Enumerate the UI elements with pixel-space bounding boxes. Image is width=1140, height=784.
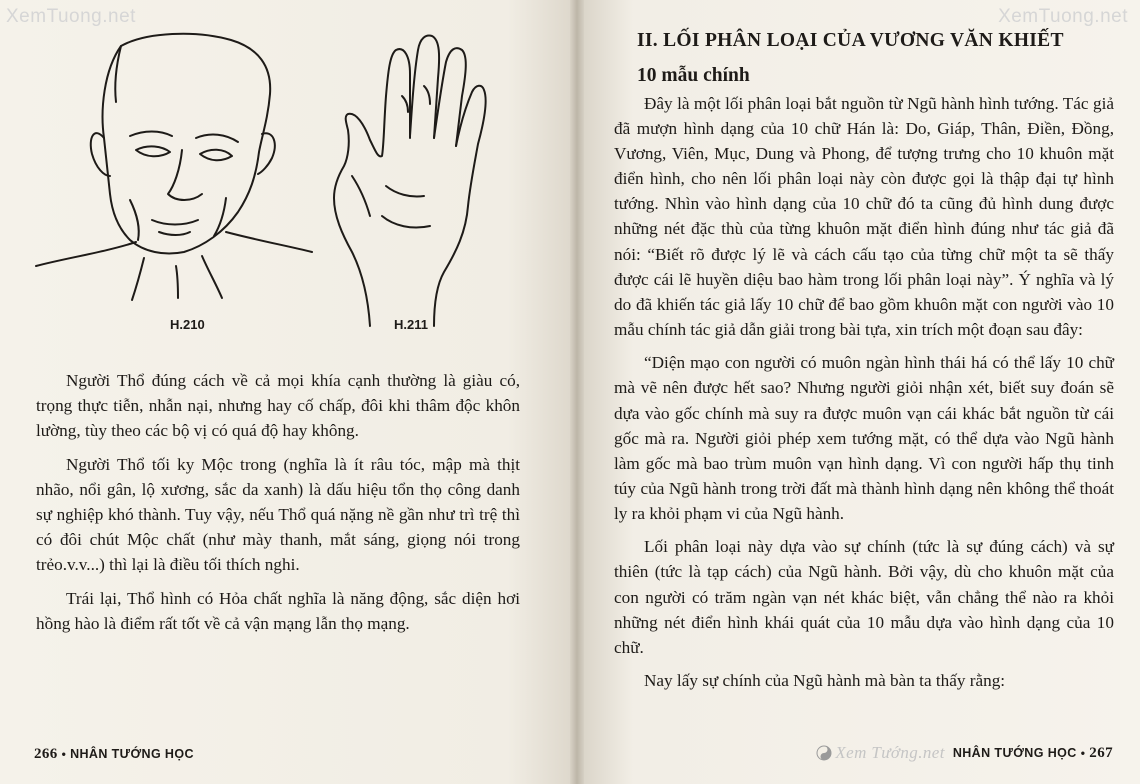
footer-bullet: • <box>1080 746 1086 760</box>
right-page <box>577 0 1140 784</box>
running-title: NHÂN TƯỚNG HỌC <box>952 746 1077 760</box>
paragraph: “Diện mạo con người có muôn ngàn hình thái há có thể lấy 10 chữ mà vẽ nên được hết sao? Nhưng người giỏi nhận xét, biết suy đoán sẽ dựa vào gốc chính mà suy ra được muôn vạn cái khác bắt nguồn từ cái gốc mà ra. Người giỏi phép xem tướng mặt, có thể dựa vào Ngũ hành làm gốc mà bao trùm muôn vạn hình dạng. Vì con người hấp thụ tinh túy của Ngũ hành trong trời đất mà thành hình dạng nên không thể thoát ly ra khỏi phạm vi của Ngũ hành. <box>614 353 1114 523</box>
face-drawing-icon <box>36 34 312 300</box>
right-page-footer <box>816 743 1113 763</box>
page-number: 266 <box>34 746 58 762</box>
site-logo <box>816 743 944 763</box>
figure-label-h210: H.210 <box>170 317 205 332</box>
illustration-h210-h211 <box>26 26 516 346</box>
section-title: II. LỐI PHÂN LOẠI CỦA VƯƠNG VĂN KHIẾT <box>637 30 1064 51</box>
figure-label-h211: H.211 <box>394 317 428 332</box>
watermark-right: XemTuong.net <box>998 6 1128 27</box>
running-title: NHÂN TƯỚNG HỌC <box>70 747 194 761</box>
footer-bullet: • <box>61 747 67 761</box>
paragraph: Người Thổ tối ky Mộc trong (nghĩa là ít râu tóc, mập mà thịt nhão, nổi gân, lộ xương, sắc da xanh) là dấu hiệu tổn thọ công danh sự nghiệp khó thành. Tuy vậy, nếu Thổ quá nặng nề gần như trì trệ thì có đôi chút Mộc chất (như mày thanh, mắt sáng, giọng nói trong trẻo.v.v...) thì lại là điều tối thích nghi. <box>36 454 520 575</box>
yin-yang-icon <box>816 745 832 761</box>
paragraph: Nay lấy sự chính của Ngũ hành mà bàn ta thấy rằng: <box>644 671 1006 691</box>
paragraph: Lối phân loại này dựa vào sự chính (tức là sự đúng cách) và sự thiên (tức là tạp cách) của Ngũ hành. Bởi vậy, dù cho khuôn mặt của con người có trăm ngàn vạn nét khác biệt, vẫn chẳng thể nào ra khỏi những nét điển hình khái quát của 10 mẫu dựa vào hình dạng của 10 chữ. <box>614 537 1114 657</box>
page-number: 267 <box>1089 744 1113 761</box>
paragraph: Người Thổ đúng cách về cả mọi khía cạnh thường là giàu có, trọng thực tiễn, nhẫn nại, nhưng hay cố chấp, đôi khi thâm độc khôn lường, tùy theo các bộ vị có quá độ hay không. <box>36 371 520 441</box>
section-subtitle: 10 mẫu chính <box>637 65 750 86</box>
hand-drawing-icon <box>334 36 486 326</box>
logo-text: Xem Tướng.net <box>835 743 945 762</box>
right-page-body <box>614 91 1114 702</box>
paragraph: Trái lại, Thổ hình có Hỏa chất nghĩa là năng động, sắc diện hơi hồng hào là điểm rất tốt về cả vận mạng lẫn thọ mạng. <box>36 588 520 633</box>
left-page-footer <box>34 746 194 763</box>
paragraph: Đây là một lối phân loại bắt nguồn từ Ngũ hành hình tướng. Tác giả đã mượn hình dạng của 10 chữ Hán là: Do, Giáp, Thân, Điền, Đồng, Vương, Viên, Mục, Dung và Phong, để tượng trưng cho 10 khuôn mặt điển hình, cho nên lối phân loại này còn được gọi là thập đại tự hình tướng. Nhìn vào hình dạng của 10 chữ đó ta cũng đủ hình dung được những nét đặc thù của từng khuôn mặt điển hình đúng như tác giả đã nói: “Biết rõ được lý lẽ và cách cấu tạo của từng chữ một ta sẽ thấy được cái lẽ huyền diệu bao hàm trong lối phân loại này”. Ý nghĩa và lý do đã khiến tác giả lấy 10 chữ để bao gồm khuôn mặt con người vào 10 mẫu chính tác giả dẫn giải trong bài tựa, xin trích một đoạn sau đây: <box>614 94 1114 339</box>
book-gutter <box>570 0 584 784</box>
left-page-body <box>36 368 520 644</box>
watermark-left: XemTuong.net <box>6 6 136 27</box>
